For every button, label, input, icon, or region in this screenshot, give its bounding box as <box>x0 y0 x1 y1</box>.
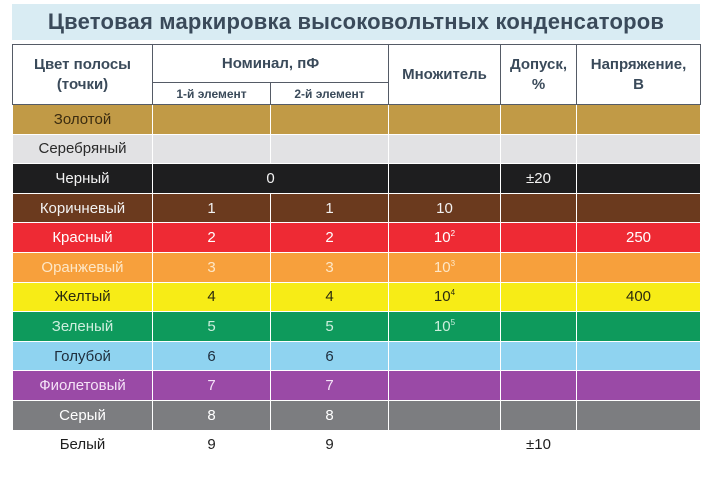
table-row <box>13 400 701 430</box>
page-title: Цветовая маркировка высоковольтных конденсаторов <box>47 9 665 34</box>
voltage-cell <box>577 252 701 282</box>
multiplier-cell <box>389 193 501 223</box>
tolerance-cell: ±20 <box>501 164 577 194</box>
header-multiplier: Множитель <box>389 45 501 105</box>
multiplier-cell <box>389 134 501 164</box>
element-1-cell: 3 <box>153 252 271 282</box>
color-name-cell: Черный <box>13 164 153 194</box>
multiplier-base: 10 <box>436 199 453 217</box>
voltage-cell <box>577 105 701 135</box>
element-2-cell: 3 <box>271 252 389 282</box>
header-voltage <box>577 45 701 105</box>
multiplier-cell <box>389 164 501 194</box>
element-2-cell <box>271 105 389 135</box>
tolerance-cell <box>501 252 577 282</box>
element-1-cell: 5 <box>153 312 271 342</box>
multiplier-cell <box>389 282 501 312</box>
tolerance-cell <box>501 371 577 401</box>
multiplier-cell <box>389 223 501 253</box>
table-row <box>13 223 701 253</box>
voltage-cell <box>577 193 701 223</box>
header-element-1: 1-й элемент <box>153 83 271 105</box>
tolerance-cell <box>501 400 577 430</box>
voltage-cell <box>577 134 701 164</box>
element-2-cell: 5 <box>271 312 389 342</box>
color-name-cell: Голубой <box>13 341 153 371</box>
color-name-cell: Серый <box>13 400 153 430</box>
voltage-cell <box>577 164 701 194</box>
table-row <box>13 164 701 194</box>
color-name-cell: Желтый <box>13 282 153 312</box>
table-row <box>13 371 701 401</box>
table-row <box>13 252 701 282</box>
voltage-cell: 250 <box>577 223 701 253</box>
multiplier-cell <box>389 252 501 282</box>
multiplier-cell <box>389 105 501 135</box>
header-color <box>13 45 153 105</box>
element-2-cell: 9 <box>271 430 389 460</box>
element-2-cell: 2 <box>271 223 389 253</box>
color-name-cell: Зеленый <box>13 312 153 342</box>
voltage-cell <box>577 312 701 342</box>
element-2-cell: 6 <box>271 341 389 371</box>
element-1-cell <box>153 134 271 164</box>
tolerance-cell <box>501 193 577 223</box>
table-row <box>13 312 701 342</box>
multiplier-base: 10 <box>433 317 451 335</box>
table-row <box>13 341 701 371</box>
table-row <box>13 282 701 312</box>
multiplier-cell <box>389 312 501 342</box>
element-1-cell: 1 <box>153 193 271 223</box>
element-1-cell: 8 <box>153 400 271 430</box>
header-nominal: Номинал, пФ <box>153 45 389 83</box>
nominal-cell: 0 <box>153 164 389 194</box>
element-1-cell: 7 <box>153 371 271 401</box>
table-row <box>13 105 701 135</box>
header-tolerance <box>501 45 577 105</box>
multiplier-exponent: 3 <box>450 258 456 268</box>
element-2-cell: 1 <box>271 193 389 223</box>
multiplier-exponent: 5 <box>450 317 456 327</box>
header-tolerance-line1: Допуск, <box>509 55 568 73</box>
tolerance-cell <box>501 312 577 342</box>
voltage-cell <box>577 341 701 371</box>
element-1-cell: 2 <box>153 223 271 253</box>
multiplier-exponent: 2 <box>450 229 456 239</box>
table-body <box>13 105 701 460</box>
element-2-cell: 4 <box>271 282 389 312</box>
voltage-cell <box>577 371 701 401</box>
element-1-cell: 9 <box>153 430 271 460</box>
multiplier-cell <box>389 430 501 460</box>
color-name-cell: Белый <box>13 430 153 460</box>
tolerance-cell <box>501 341 577 371</box>
multiplier-cell <box>389 371 501 401</box>
multiplier-base: 10 <box>433 229 451 247</box>
multiplier-exponent: 4 <box>450 288 456 298</box>
table-row <box>13 430 701 460</box>
header-color-line2: (точки) <box>56 75 109 93</box>
header-voltage-line1: Напряжение, <box>590 55 687 73</box>
voltage-cell: 400 <box>577 282 701 312</box>
color-name-cell: Оранжевый <box>13 252 153 282</box>
header-voltage-line2: В <box>633 75 644 93</box>
multiplier-cell <box>389 341 501 371</box>
tolerance-cell: ±10 <box>501 430 577 460</box>
voltage-cell <box>577 430 701 460</box>
multiplier-base: 10 <box>433 288 451 306</box>
color-name-cell: Золотой <box>13 105 153 135</box>
multiplier-base: 10 <box>433 258 451 276</box>
header-color-line1: Цвет полосы <box>34 55 131 73</box>
element-1-cell: 4 <box>153 282 271 312</box>
color-name-cell: Коричневый <box>13 193 153 223</box>
title-bar <box>12 4 700 40</box>
element-1-cell <box>153 105 271 135</box>
element-2-cell: 8 <box>271 400 389 430</box>
element-2-cell <box>271 134 389 164</box>
tolerance-cell <box>501 223 577 253</box>
tolerance-cell <box>501 134 577 164</box>
voltage-cell <box>577 400 701 430</box>
color-name-cell: Красный <box>13 223 153 253</box>
tolerance-cell <box>501 105 577 135</box>
multiplier-cell <box>389 400 501 430</box>
table-row <box>13 193 701 223</box>
element-1-cell: 6 <box>153 341 271 371</box>
color-name-cell: Фиолетовый <box>13 371 153 401</box>
tolerance-cell <box>501 282 577 312</box>
color-name-cell: Серебряный <box>13 134 153 164</box>
header-tolerance-line2: % <box>531 75 546 93</box>
table-row <box>13 134 701 164</box>
header-element-2: 2-й элемент <box>271 83 389 105</box>
element-2-cell: 7 <box>271 371 389 401</box>
color-code-table <box>12 44 701 460</box>
